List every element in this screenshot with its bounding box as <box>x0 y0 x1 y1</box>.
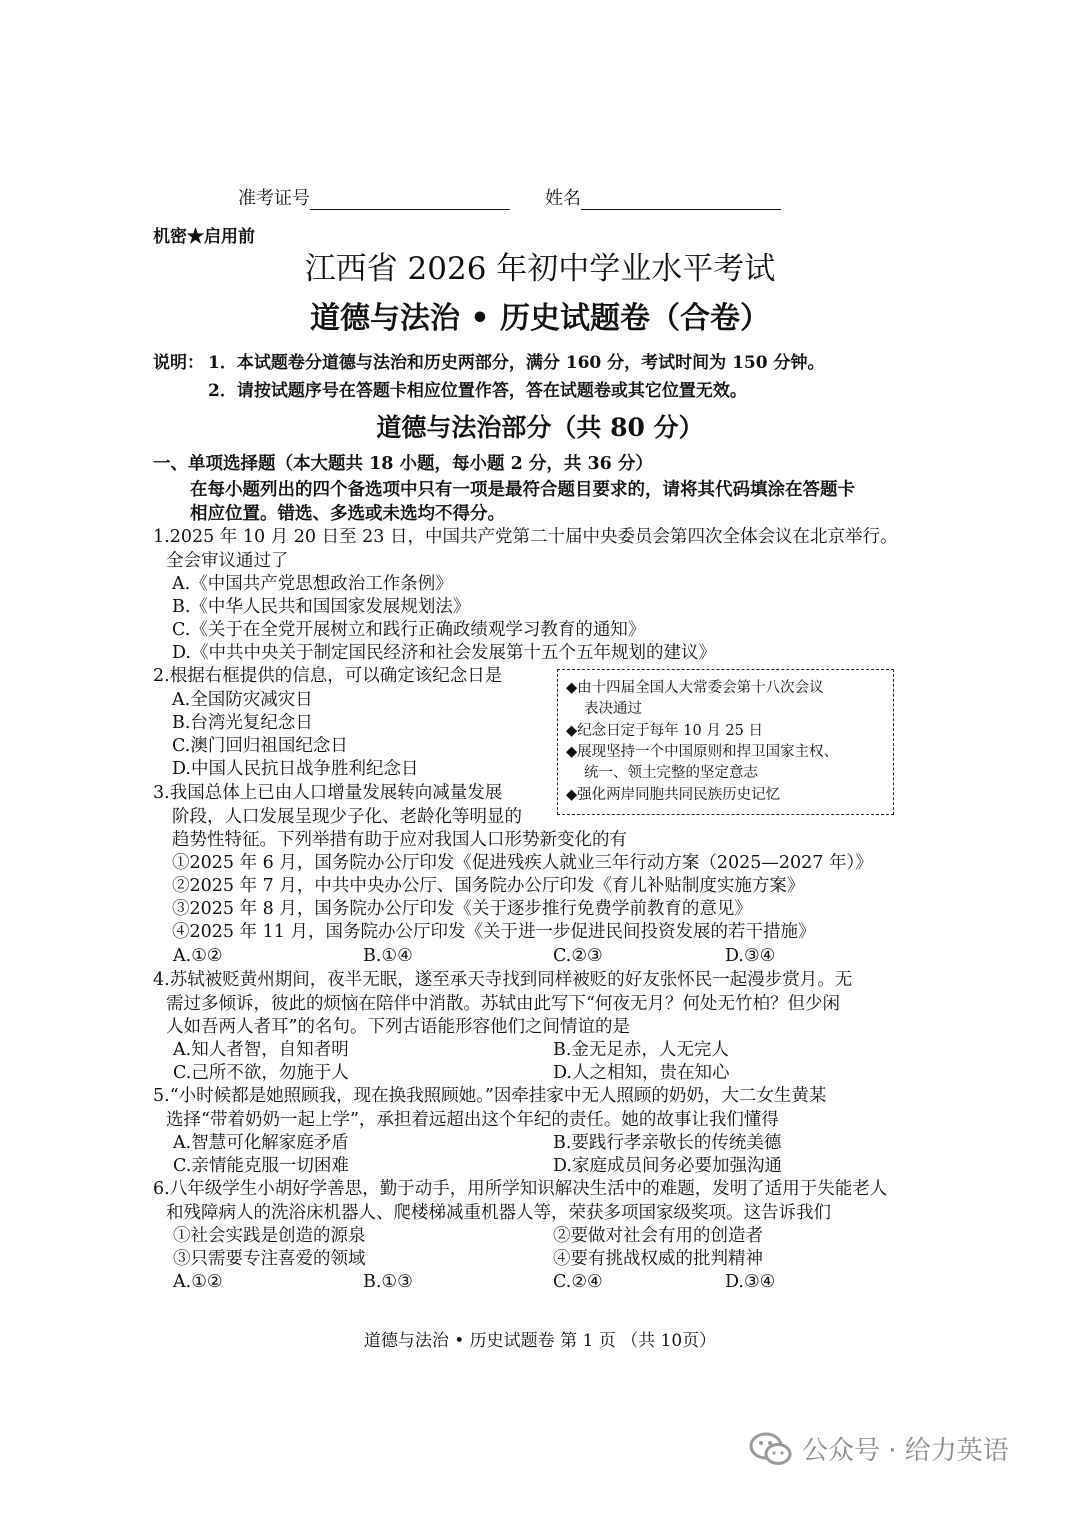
instruction-item: 1．本试题卷分道德与法治和历史两部分，满分 160 分，考试时间为 150 分钟。 <box>208 353 825 373</box>
question-1-option-c: C.《关于在全党开展树立和践行正确政绩观学习教育的通知》 <box>172 620 646 640</box>
question-1-stem: 1.2025 年 10 月 20 日至 23 日，中国共产党第二十届中央委员会第四次全体会议在北京举行。 <box>153 527 898 547</box>
question-3-item: ④2025 年 11 月，国务院办公厅印发《关于进一步促进民间投资发展的若干措施》 <box>172 922 816 942</box>
question-1-option-b: B.《中华人民共和国国家发展规划法》 <box>172 597 471 617</box>
info-box-line: ◆纪念日定于每年 10 月 25 日 <box>566 723 763 739</box>
question-6-item: ①社会实践是创造的源泉 <box>173 1226 366 1246</box>
option-b: B.金无足赤，人无完人 <box>553 1040 729 1060</box>
option-d: D.③④ <box>725 1272 776 1292</box>
name-label: 姓名 <box>545 188 581 209</box>
part-heading: 一、单项选择题（本大题共 18 小题，每小题 2 分，共 36 分） <box>153 454 653 474</box>
question-4-options-1 <box>153 1038 913 1062</box>
name-field <box>545 184 781 210</box>
question-3-item: ①2025 年 6 月，国务院办公厅印发《促进残疾人就业三年行动方案（2025—2027 年）》 <box>172 853 873 873</box>
question-4-options-2 <box>153 1061 913 1085</box>
question-3-stem: 阶段，人口发展呈现少子化、老龄化等明显的 <box>172 807 522 827</box>
option-a: A.知人者智，自知者明 <box>173 1040 349 1060</box>
watermark-text: 公众号 · 给力英语 <box>802 1436 1009 1466</box>
question-4-stem: 需过多倾诉，彼此的烦恼在陪伴中消散。苏轼由此写下“何夜无月？何处无竹柏？但少闲 <box>166 994 840 1014</box>
question-6-stem: 6.八年级学生小胡好学善思，勤于动手，用所学知识解决生活中的难题，发明了适用于失能老人 <box>153 1179 888 1199</box>
ticket-number-label: 准考证号 <box>238 188 310 209</box>
question-2-option-c: C.澳门回归祖国纪念日 <box>172 736 348 756</box>
part-description: 相应位置。错选、多选或未选均不得分。 <box>190 504 505 524</box>
info-box-line: ◆强化两岸同胞共同民族历史记忆 <box>566 787 781 803</box>
exam-subtitle: 道德与法治 • 历史试题卷（合卷） <box>309 301 771 336</box>
option-c: C.亲情能克服一切困难 <box>173 1156 349 1176</box>
option-c: C.己所不欲，勿施于人 <box>173 1063 349 1083</box>
question-4-stem: 人如吾两人者耳”的名句。下列古语能形容他们之间情谊的是 <box>166 1017 630 1037</box>
instructions-label: 说明： <box>153 353 204 373</box>
info-box-line: 统一、领土完整的坚定意志 <box>584 765 758 781</box>
question-3-options <box>153 944 913 968</box>
question-5-stem: 5.“小时候都是她照顾我，现在换我照顾她。”因牵挂家中无人照顾的奶奶，大二女生黄某 <box>153 1086 827 1106</box>
watermark <box>748 1424 1058 1474</box>
option-a: A.①② <box>173 1272 223 1292</box>
question-5-options-1 <box>153 1131 913 1155</box>
question-5-options-2 <box>153 1154 913 1178</box>
option-c: C.②③ <box>553 946 603 966</box>
question-2-stem: 2.根据右框提供的信息，可以确定该纪念日是 <box>153 666 503 686</box>
name-blank <box>581 189 781 210</box>
question-1-stem: 全会审议通过了 <box>166 551 289 571</box>
question-6-stem: 和残障病人的洗浴床机器人、爬楼梯减重机器人等，荣获多项国家级奖项。这告诉我们 <box>166 1203 831 1223</box>
secret-mark: 机密★启用前 <box>153 227 255 247</box>
option-a: A.智慧可化解家庭矛盾 <box>173 1133 349 1153</box>
option-c: C.②④ <box>553 1272 603 1292</box>
option-b: B.①③ <box>363 1272 413 1292</box>
option-d: D.家庭成员间务必要加强沟通 <box>553 1156 782 1176</box>
question-3-item: ③2025 年 8 月，国务院办公厅印发《关于逐步推行免费学前教育的意见》 <box>172 899 752 919</box>
question-5-stem: 选择“带着奶奶一起上学”，承担着远超出这个年纪的责任。她的故事让我们懂得 <box>166 1110 779 1130</box>
section-title: 道德与法治部分（共 80 分） <box>376 413 704 442</box>
question-2-option-d: D.中国人民抗日战争胜利纪念日 <box>172 759 419 779</box>
question-3-stem: 趋势性特征。下列举措有助于应对我国人口形势新变化的有 <box>172 830 627 850</box>
info-box-line: ◆展现坚持一个中国原则和捍卫国家主权、 <box>566 744 839 760</box>
wechat-icon <box>748 1430 794 1470</box>
question-6-item: ④要有挑战权威的批判精神 <box>553 1249 763 1269</box>
option-b: B.①④ <box>363 946 413 966</box>
ticket-number-field <box>238 184 510 210</box>
question-1-option-d: D.《中共中央关于制定国民经济和社会发展第十五个五年规划的建议》 <box>172 643 716 663</box>
question-1-option-a: A.《中国共产党思想政治工作条例》 <box>172 574 453 594</box>
option-d: D.人之相知，贵在知心 <box>553 1063 730 1083</box>
exam-title: 江西省 2026 年初中学业水平考试 <box>304 251 776 287</box>
info-box-line: 表决通过 <box>584 701 642 717</box>
info-box-line: ◆由十四届全国人大常委会第十八次会议 <box>566 680 824 696</box>
question-6-item: ②要做对社会有用的创造者 <box>553 1226 763 1246</box>
question-6-items-2 <box>153 1247 913 1271</box>
ticket-number-blank <box>310 189 510 210</box>
question-6-items-1 <box>153 1224 913 1248</box>
option-d: D.③④ <box>725 946 776 966</box>
info-box <box>557 669 894 815</box>
question-6-options <box>153 1270 913 1294</box>
option-b: B.要践行孝亲敬长的传统美德 <box>553 1133 782 1153</box>
option-a: A.①② <box>173 946 223 966</box>
instruction-item: 2．请按试题序号在答题卡相应位置作答，答在试题卷或其它位置无效。 <box>208 381 747 401</box>
question-6-item: ③只需要专注喜爱的领域 <box>173 1249 366 1269</box>
question-2-option-b: B.台湾光复纪念日 <box>172 713 313 733</box>
question-3-stem: 3.我国总体上已由人口增量发展转向减量发展 <box>153 783 503 803</box>
question-2-option-a: A.全国防灾减灾日 <box>172 690 313 710</box>
page-footer: 道德与法治 • 历史试题卷 第 1 页 （共 10页） <box>363 1331 717 1351</box>
part-description: 在每小题列出的四个备选项中只有一项是最符合题目要求的，请将其代码填涂在答题卡 <box>190 480 855 500</box>
question-3-item: ②2025 年 7 月，中共中央办公厅、国务院办公厅印发《育儿补贴制度实施方案》 <box>172 876 805 896</box>
question-4-stem: 4.苏轼被贬黄州期间，夜半无眠，遂至承天寺找到同样被贬的好友张怀民一起漫步赏月。无 <box>153 970 853 990</box>
